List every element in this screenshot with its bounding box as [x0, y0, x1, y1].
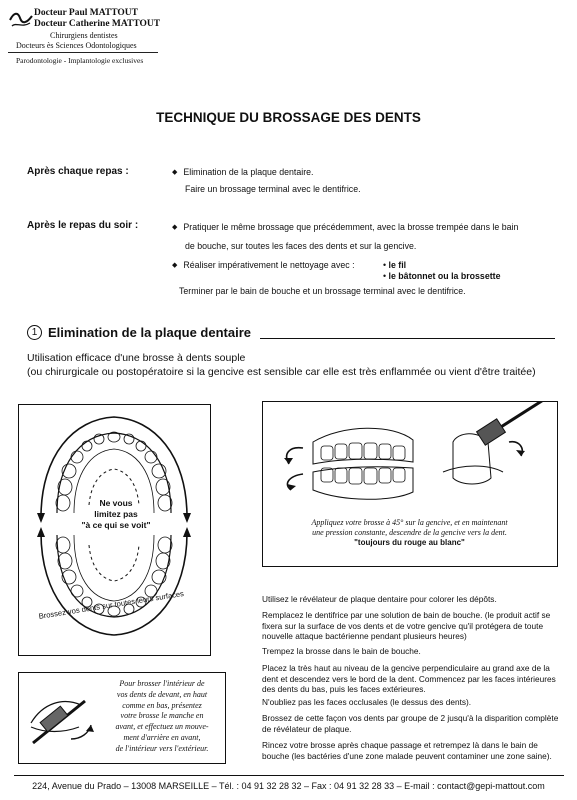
front-caption-line-5: avant, et effectuez un mouve- — [115, 722, 209, 732]
intro-line-2: (ou chirurgicale ou postopératoire si la gencive est sensible car elle est très enflammée ou vient d'être traitée) — [27, 366, 536, 378]
evening-line-4: Terminer par le bain de bouche et un brossage terminal avec le dentifrice. — [179, 286, 466, 296]
logo-icon — [8, 8, 34, 30]
teeth-brushing-illustration — [263, 402, 556, 514]
header-degree: Docteurs ès Sciences Odontologiques — [16, 41, 137, 50]
front-caption-line-2: vos dents de devant, en haut — [116, 689, 208, 699]
evening-line-3: ◆ Réaliser impérativement le nettoyage avec : — [172, 259, 355, 273]
front-caption-line-3: comme en bas, présentez — [122, 700, 202, 710]
evening-option-1-text: le fil — [388, 260, 407, 270]
instruction-1: Utilisez le révélateur de plaque dentaire pour colorer les dépôts. — [262, 594, 497, 604]
meal-line-2: Faire un brossage terminal avec le dentifrice. — [185, 184, 361, 194]
header-profession: Chirurgiens dentistes — [50, 31, 118, 40]
section-number: 1 — [27, 325, 42, 340]
meal-label: Après chaque repas : — [27, 166, 129, 177]
evening-line-2: de bouche, sur toutes les faces des dents et sur la gencive. — [185, 241, 417, 251]
angle-caption-line-1: Appliquez votre brosse à 45° sur la gencive, et en maintenant — [311, 518, 508, 527]
footer-address: 224, Avenue du Prado – 13008 MARSEILLE – Tél. : 04 91 32 28 32 – Fax : 04 91 32 28 33 – E-mail : contact@gepi-mattout.com — [32, 781, 545, 791]
front-caption-line-4: votre brosse le manche en — [120, 711, 204, 721]
front-caption-line-7: de l'intérieur vers l'extérieur. — [115, 743, 209, 753]
evening-label: Après le repas du soir : — [27, 220, 139, 231]
evening-option-2: • le bâtonnet ou la brossette — [383, 271, 501, 281]
intro-line-1: Utilisation efficace d'une brosse à dents souple — [27, 352, 246, 364]
front-teeth-box — [18, 672, 226, 764]
angle-caption — [263, 518, 556, 548]
evening-option-2-text: le bâtonnet ou la brossette — [388, 271, 501, 281]
evening-line-1: ◆ Pratiquer le même brossage que précédemment, avec la brosse trempée dans le bain — [172, 221, 518, 235]
instruction-2: Remplacez le dentifrice par une solution de bain de bouche. (le produit actif se fixera sur la surface de vos dents et de votre gencive qu'il protégera de toute nouvelle attaque bactérienne pendant plusieurs heures) — [262, 610, 551, 642]
instruction-3: Trempez la brosse dans le bain de bouche. — [262, 646, 421, 656]
header-name-2: Docteur Catherine MATTOUT — [34, 19, 161, 29]
instruction-4: Placez la très haut au niveau de la gencive perpendiculaire au grand axe de la dent et descendez vers le bord de la dent. Commencez par les faces intérieures des dents du bas, puis les faces extérieures. — [262, 663, 556, 695]
arch-center-line-1: Ne vous — [99, 498, 133, 508]
section-title: Elimination de la plaque dentaire — [48, 325, 251, 340]
front-caption-line-6: ment d'arrière en avant, — [123, 732, 201, 742]
brush-angle-box — [262, 401, 558, 567]
arch-curve-caption: Brossez vos dents sur toutes leurs surfaces — [38, 589, 185, 621]
footer-divider — [14, 775, 564, 776]
page-title: TECHNIQUE DU BROSSAGE DES DENTS — [156, 110, 421, 125]
section-heading — [27, 325, 251, 340]
arch-center-line-2: limitez pas — [94, 509, 138, 519]
angle-caption-line-2: une pression constante, descendre de la gencive vers la dent. — [312, 528, 507, 537]
angle-caption-line-3: "toujours du rouge au blanc" — [354, 538, 465, 547]
header-specialty: Parodontologie - Implantologie exclusives — [16, 56, 144, 65]
front-caption-line-1: Pour brosser l'intérieur de — [119, 679, 205, 688]
instruction-7: Rincez votre brosse après chaque passage et retrempez là dans le bain de bouche (les bactéries d'une zone malade peuvent contaminer une zone saine). — [262, 740, 552, 761]
section-underline — [260, 338, 555, 339]
evening-option-1: • le fil — [383, 260, 407, 270]
front-teeth-caption — [101, 679, 223, 755]
arch-center-line-3: "à ce qui se voit" — [81, 520, 151, 530]
instruction-5: N'oubliez pas les faces occlusales (le dessus des dents). — [262, 697, 472, 707]
header-name-1: Docteur Paul MATTOUT — [34, 8, 138, 18]
instruction-6: Brossez de cette façon vos dents par groupe de 2 jusqu'à la disparition complète de révélateur de plaque. — [262, 713, 559, 734]
meal-line-1: ◆ Elimination de la plaque dentaire. — [172, 166, 313, 180]
header-divider — [8, 52, 158, 53]
front-teeth-brush-illustration — [23, 683, 103, 753]
arch-center-note — [76, 498, 156, 531]
